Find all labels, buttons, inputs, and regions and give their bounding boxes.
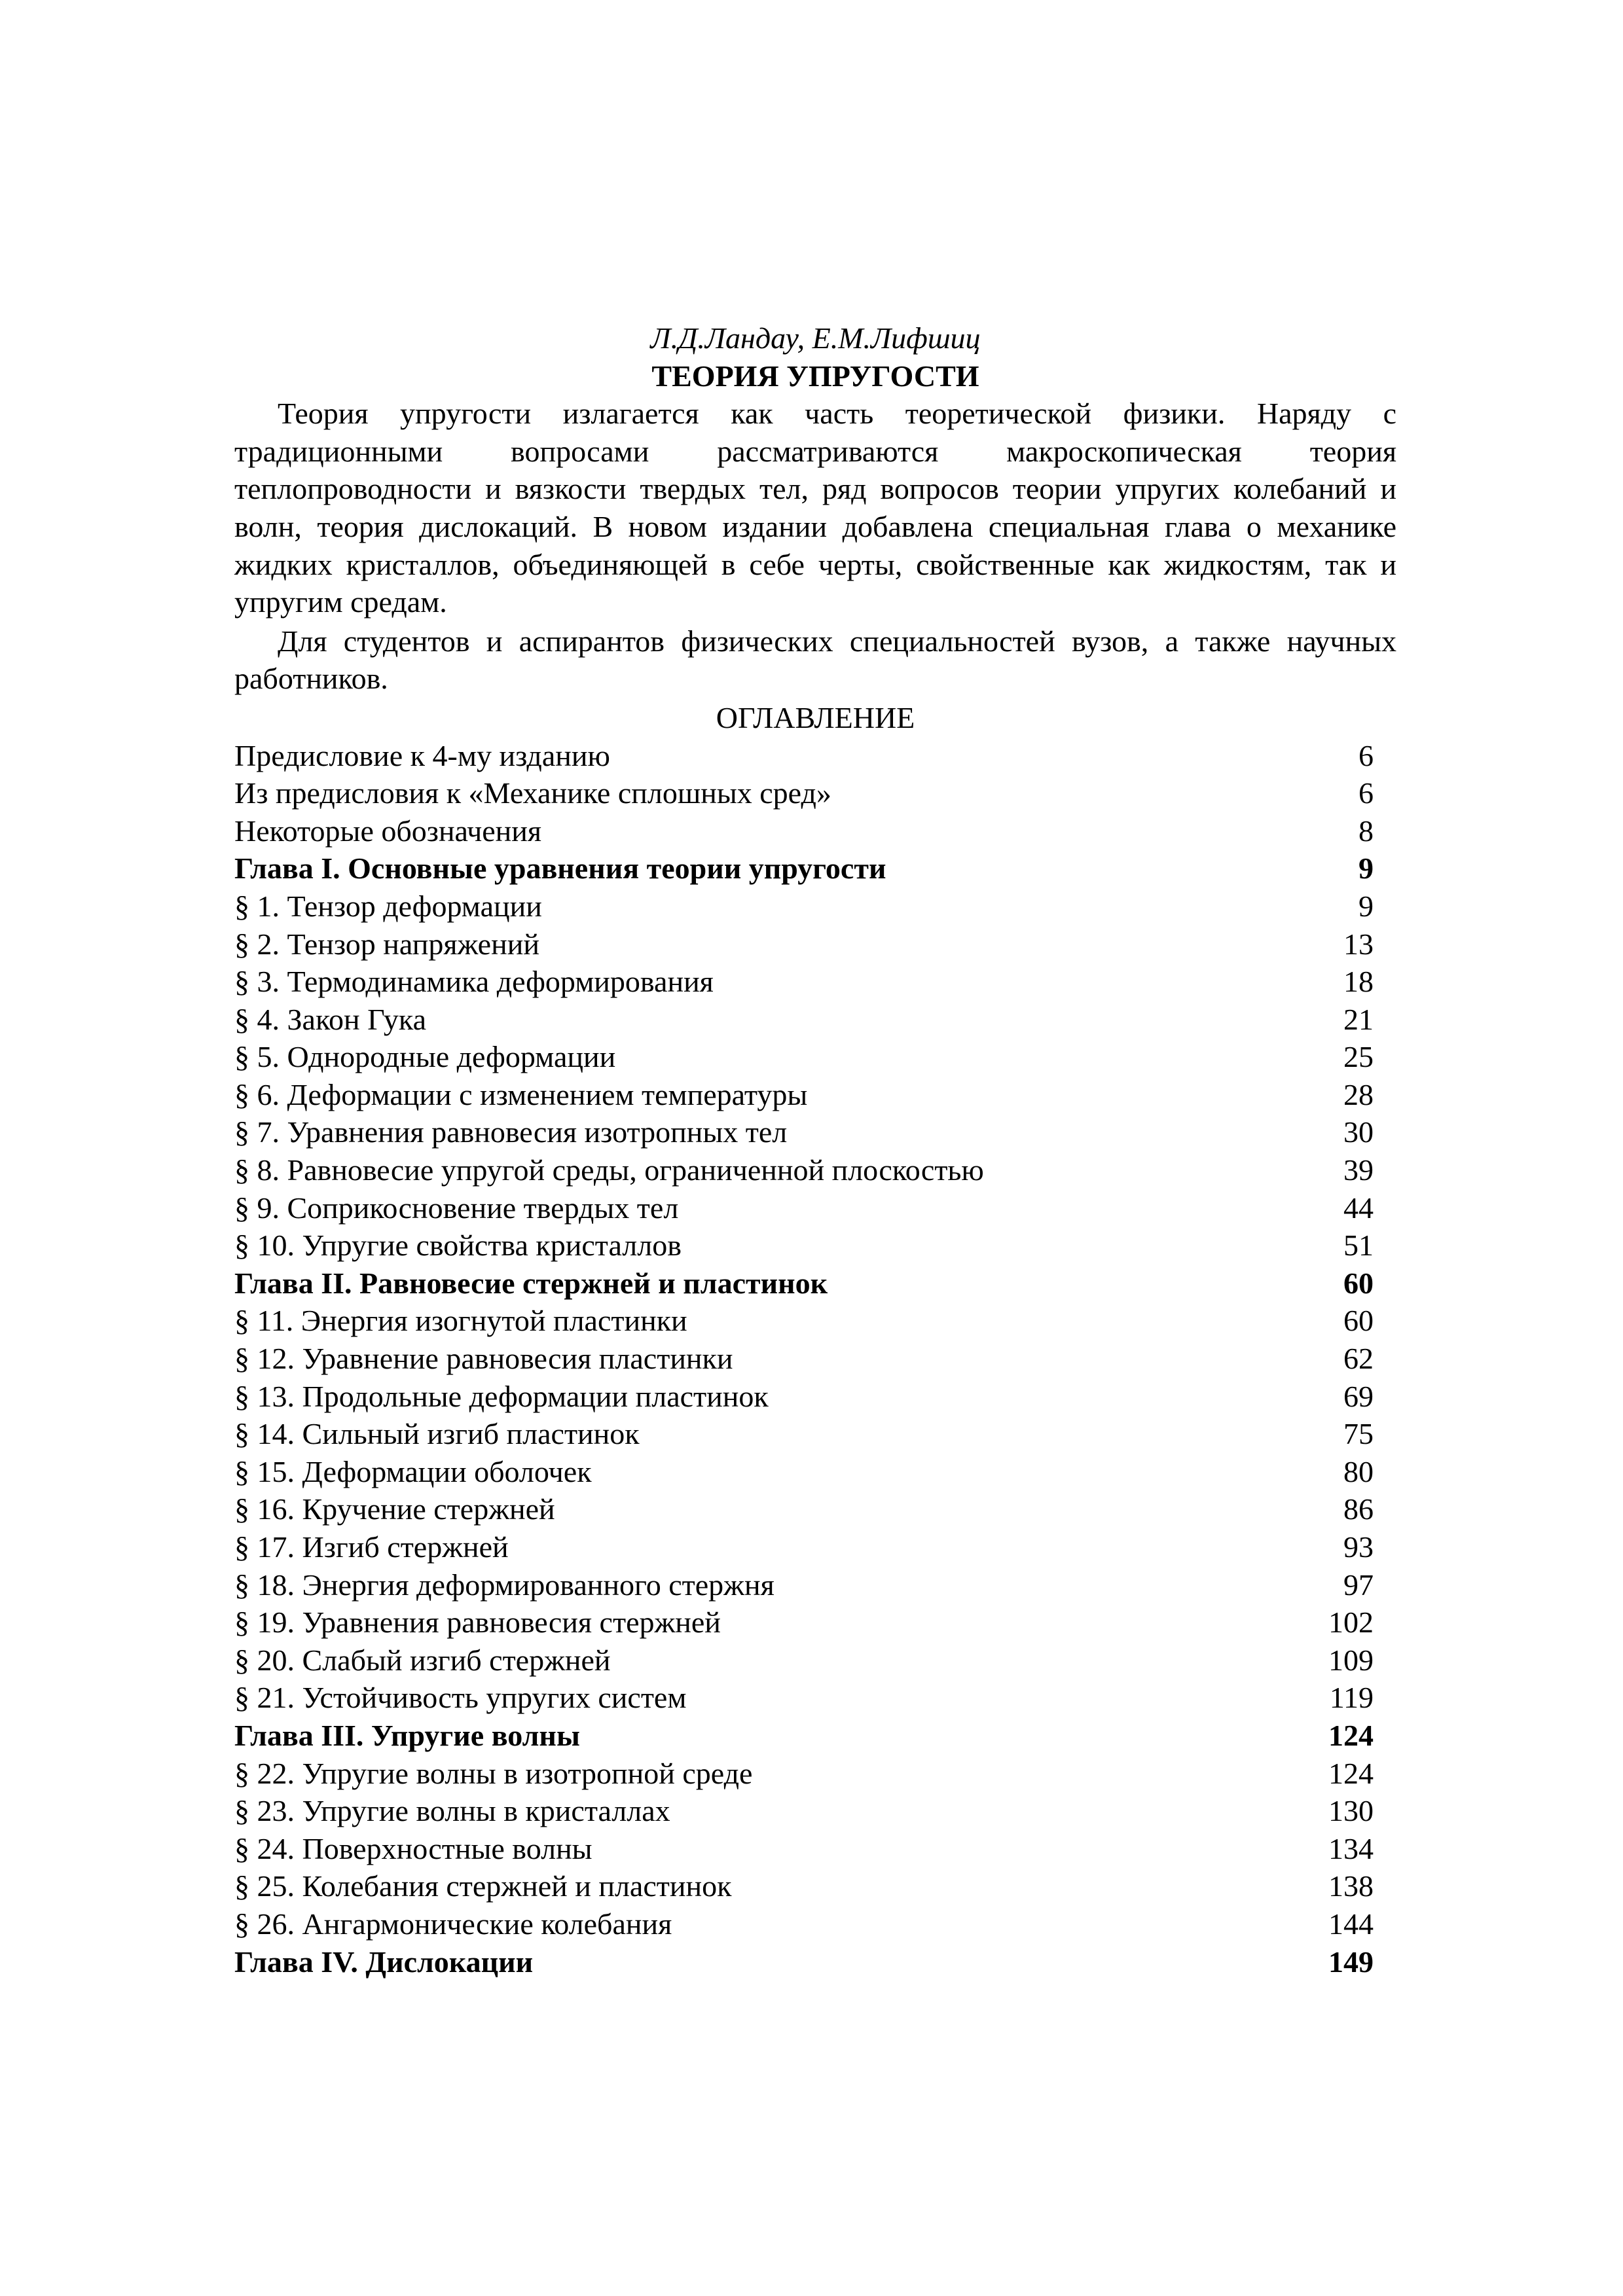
toc-entry-title: § 18. Энергия деформированного стержня <box>234 1568 775 1602</box>
toc-entry-page: 80 <box>1343 1454 1374 1488</box>
toc-entry-page: 51 <box>1343 1229 1374 1263</box>
toc-chapter-row <box>234 850 1374 888</box>
toc-entry-page: 28 <box>1343 1077 1374 1111</box>
book-title: ТЕОРИЯ УПРУГОСТИ <box>651 359 979 393</box>
toc-entry-page: 144 <box>1328 1907 1374 1941</box>
toc-row <box>234 1755 1374 1793</box>
toc-entry-title: § 13. Продольные деформации пластинок <box>234 1379 769 1413</box>
toc-entry-page: 119 <box>1329 1681 1374 1715</box>
toc-entry-page: 149 <box>1328 1945 1374 1979</box>
toc-entry-title: § 9. Соприкосновение твердых тел <box>234 1191 679 1225</box>
toc-entry-title: Глава I. Основные уравнения теории упругости <box>234 852 886 886</box>
toc-entry-title: § 10. Упругие свойства кристаллов <box>234 1229 682 1263</box>
toc-entry-page: 124 <box>1328 1718 1374 1752</box>
toc-entry-page: 21 <box>1343 1002 1374 1036</box>
toc-row <box>234 1528 1374 1566</box>
toc-row <box>234 1001 1374 1039</box>
toc-entry-page: 13 <box>1343 927 1374 961</box>
toc-row <box>234 1792 1374 1830</box>
toc-entry-page: 25 <box>1343 1040 1374 1074</box>
toc-entry-page: 124 <box>1328 1756 1374 1790</box>
toc-entry-title: § 20. Слабый изгиб стержней <box>234 1643 611 1677</box>
toc-entry-page: 138 <box>1328 1869 1374 1903</box>
toc-entry-page: 75 <box>1343 1417 1374 1451</box>
toc-entry-page: 60 <box>1343 1266 1374 1300</box>
toc-entry-title: § 19. Уравнения равновесия стержней <box>234 1605 721 1640</box>
toc-entry-title: § 15. Деформации оболочек <box>234 1454 592 1488</box>
toc-row <box>234 1867 1374 1905</box>
toc-row <box>234 812 1374 850</box>
toc-row <box>234 774 1374 812</box>
toc-entry-title: Некоторые обозначения <box>234 814 542 848</box>
toc-row <box>234 1189 1374 1227</box>
authors: Л.Д.Ландау, Е.М.Лифшиц <box>650 321 981 355</box>
toc-row <box>234 1340 1374 1378</box>
toc-row <box>234 1302 1374 1340</box>
toc-row <box>234 737 1374 775</box>
toc-row <box>234 1830 1374 1868</box>
toc-entry-title: § 3. Термодинамика деформирования <box>234 965 714 999</box>
table-of-contents <box>234 737 1396 1981</box>
toc-entry-page: 9 <box>1359 889 1374 923</box>
toc-entry-title: § 5. Однородные деформации <box>234 1040 616 1074</box>
toc-entry-title: § 6. Деформации с изменением температуры <box>234 1077 808 1111</box>
toc-row <box>234 963 1374 1001</box>
toc-row <box>234 1038 1374 1076</box>
toc-entry-title: § 7. Уравнения равновесия изотропных тел <box>234 1115 788 1149</box>
toc-chapter-row <box>234 1943 1374 1981</box>
toc-row <box>234 925 1374 963</box>
toc-entry-page: 93 <box>1343 1530 1374 1564</box>
annotation-paragraph: Для студентов и аспирантов физических специальностей вузов, а также научных работников. <box>234 624 1396 696</box>
toc-row <box>234 1604 1374 1641</box>
toc-entry-page: 97 <box>1343 1568 1374 1602</box>
annotation-paragraph: Теория упругости излагается как часть теоретической физики. Наряду с традиционными вопросами рассматриваются макроскопическая теория теплопроводности и вязкости твердых тел, ряд вопросов теории упругих колебаний и волн, теория дислокаций. В новом издании добавлена специальная глава о механике жидких кристаллов, объединяющей в себе черты, свойственные как жидкостям, так и упругим средам. <box>234 397 1396 619</box>
toc-entry-title: Предисловие к 4-му изданию <box>234 738 610 772</box>
toc-entry-title: § 21. Устойчивость упругих систем <box>234 1681 687 1715</box>
toc-row <box>234 1113 1374 1151</box>
toc-row <box>234 888 1374 925</box>
toc-entry-page: 60 <box>1343 1304 1374 1338</box>
toc-entry-title: § 25. Колебания стержней и пластинок <box>234 1869 732 1903</box>
toc-entry-title: § 24. Поверхностные волны <box>234 1831 593 1865</box>
toc-entry-page: 44 <box>1343 1191 1374 1225</box>
toc-heading: ОГЛАВЛЕНИЕ <box>716 700 915 734</box>
toc-entry-title: § 4. Закон Гука <box>234 1002 427 1036</box>
toc-row <box>234 1378 1374 1416</box>
toc-entry-title: § 16. Кручение стержней <box>234 1492 555 1526</box>
toc-row <box>234 1566 1374 1604</box>
toc-row <box>234 1641 1374 1679</box>
toc-entry-page: 39 <box>1343 1153 1374 1187</box>
toc-entry-page: 134 <box>1328 1831 1374 1865</box>
toc-chapter-row <box>234 1717 1374 1755</box>
toc-chapter-row <box>234 1265 1374 1302</box>
toc-entry-title: Из предисловия к «Механике сплошных сред» <box>234 776 831 810</box>
toc-row <box>234 1415 1374 1453</box>
toc-entry-page: 8 <box>1359 814 1374 848</box>
toc-entry-page: 30 <box>1343 1115 1374 1149</box>
toc-row <box>234 1076 1374 1114</box>
document-page <box>234 319 1396 1981</box>
toc-entry-title: § 23. Упругие волны в кристаллах <box>234 1794 670 1828</box>
toc-entry-page: 18 <box>1343 965 1374 999</box>
toc-entry-title: Глава II. Равновесие стержней и пластинок <box>234 1266 828 1300</box>
toc-row <box>234 1227 1374 1265</box>
toc-entry-title: § 2. Тензор напряжений <box>234 927 539 961</box>
toc-row <box>234 1679 1374 1717</box>
toc-entry-page: 6 <box>1359 776 1374 810</box>
toc-entry-page: 6 <box>1359 738 1374 772</box>
toc-entry-title: § 1. Тензор деформации <box>234 889 542 923</box>
toc-entry-title: § 12. Уравнение равновесия пластинки <box>234 1342 733 1376</box>
toc-row <box>234 1151 1374 1189</box>
toc-entry-page: 86 <box>1343 1492 1374 1526</box>
toc-entry-page: 130 <box>1328 1794 1374 1828</box>
toc-entry-title: Глава III. Упругие волны <box>234 1718 580 1752</box>
toc-row <box>234 1905 1374 1943</box>
toc-entry-title: § 14. Сильный изгиб пластинок <box>234 1417 640 1451</box>
toc-entry-title: § 8. Равновесие упругой среды, ограниченной плоскостью <box>234 1153 984 1187</box>
toc-entry-page: 102 <box>1328 1605 1374 1640</box>
toc-entry-page: 69 <box>1343 1379 1374 1413</box>
toc-entry-page: 62 <box>1343 1342 1374 1376</box>
toc-entry-title: § 17. Изгиб стержней <box>234 1530 509 1564</box>
toc-entry-page: 109 <box>1328 1643 1374 1677</box>
toc-entry-title: § 26. Ангармонические колебания <box>234 1907 672 1941</box>
toc-entry-title: Глава IV. Дислокации <box>234 1945 534 1979</box>
toc-entry-title: § 11. Энергия изогнутой пластинки <box>234 1304 687 1338</box>
toc-row <box>234 1453 1374 1491</box>
toc-row <box>234 1490 1374 1528</box>
toc-entry-title: § 22. Упругие волны в изотропной среде <box>234 1756 753 1790</box>
toc-entry-page: 9 <box>1359 852 1374 886</box>
